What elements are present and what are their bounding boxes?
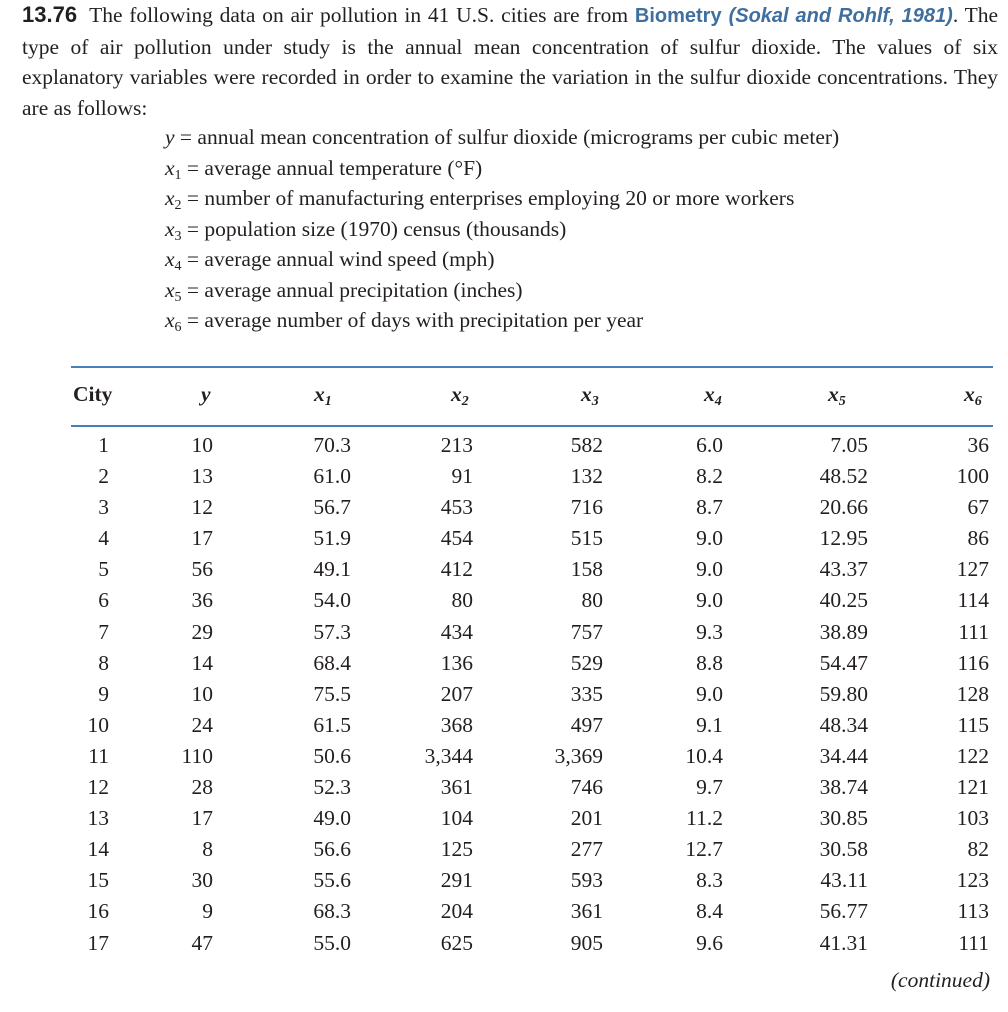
table-cell: 116 [957,650,989,675]
table-cell: 30.58 [819,837,868,862]
table-cell: 127 [956,557,989,582]
table-cell: 204 [440,899,473,924]
continued-note: (continued) [890,968,990,992]
header-city: City [73,382,113,406]
table-cell: 3 [98,495,109,520]
table-row [71,585,993,616]
table-cell: 122 [956,743,989,768]
table-body [71,430,993,959]
table-cell: 123 [956,868,989,893]
table-cell: 110 [181,743,213,768]
table-cell: 14 [87,837,109,862]
table-row [71,679,993,710]
table-cell: 11 [88,743,109,768]
table-cell: 15 [87,868,109,893]
table-cell: 368 [440,712,473,737]
table-cell: 49.0 [313,806,351,831]
table-cell: 7 [98,619,109,644]
header-x6: $x_6$ [964,382,982,409]
table-cell: 56.77 [819,899,868,924]
table-cell: 3,344 [424,743,473,768]
table-cell: 207 [440,681,473,706]
header-y: y [201,382,211,406]
table-cell: 80 [581,588,603,613]
table-row [71,741,993,772]
table-cell: 9.0 [696,681,723,706]
table-cell: 10 [191,681,213,706]
table-cell: 201 [570,806,603,831]
table-cell: 2 [98,464,109,489]
table-cell: 49.1 [313,557,351,582]
table-cell: 24 [191,712,213,737]
table-cell: 515 [570,526,603,551]
table-cell: 54.0 [313,588,351,613]
table-row [71,772,993,803]
header-x3: $x_3$ [581,382,599,409]
definition-x1: $x_1$ = average annual temperature (°F) [165,155,483,183]
table-cell: 13 [87,806,109,831]
header-x4: $x_4$ [704,382,722,409]
table-cell: 113 [957,899,989,924]
definition-y: y = annual mean concentration of sulfur dioxide (micrograms per cubic meter) [165,125,840,149]
header-x2: $x_2$ [451,382,469,409]
table-cell: 412 [440,557,473,582]
table-cell: 136 [440,650,473,675]
table-cell: 13 [191,464,213,489]
table-cell: 8.3 [696,868,723,893]
table-cell: 905 [570,930,603,955]
table-cell: 91 [451,464,473,489]
table-cell: 11.2 [686,806,723,831]
table-cell: 335 [570,681,603,706]
table-cell: 5 [98,557,109,582]
table-cell: 43.37 [819,557,868,582]
table-cell: 625 [440,930,473,955]
table-cell: 128 [956,681,989,706]
table-cell: 56.7 [313,495,351,520]
table-cell: 9.6 [696,930,723,955]
table-cell: 75.5 [313,681,351,706]
table-cell: 70.3 [313,433,351,457]
definition-x5: $x_5$ = average annual precipitation (inches) [165,277,523,305]
table-cell: 59.80 [819,681,868,706]
data-table [71,370,993,955]
table-cell: 8.8 [696,650,723,675]
table-row [71,492,993,523]
table-cell: 4 [98,526,109,551]
table-cell: 82 [967,837,989,862]
intro-text-start: The following data on air pollution in 41 U.S. cities are from [89,3,629,27]
table-cell: 8.2 [696,464,723,489]
table-cell: 121 [956,775,989,800]
table-cell: 593 [570,868,603,893]
table-cell: 55.6 [313,868,351,893]
table-cell: 9.0 [696,588,723,613]
table-cell: 454 [440,526,473,551]
table-row [71,461,993,492]
table-cell: 6.0 [696,433,723,457]
table-cell: 716 [570,495,603,520]
table-row [71,865,993,896]
table-cell: 30 [191,868,213,893]
table-cell: 38.89 [819,619,868,644]
table-cell: 30.85 [819,806,868,831]
table-cell: 6 [98,588,109,613]
table-cell: 34.44 [819,743,868,768]
table-row [71,928,993,959]
table-cell: 10 [191,433,213,457]
table-cell: 51.9 [313,526,351,551]
source-authors: (Sokal and Rohlf, 1981) [728,5,953,27]
table-cell: 9 [202,899,213,924]
table-cell: 10.4 [685,743,723,768]
table-cell: 7.05 [830,433,868,457]
table-cell: 57.3 [313,619,351,644]
table-cell: 50.6 [313,743,351,768]
table-cell: 9.1 [696,712,723,737]
table-cell: 9.7 [696,775,723,800]
table-cell: 52.3 [313,775,351,800]
table-cell: 132 [570,464,603,489]
table-cell: 361 [440,775,473,800]
table-cell: 582 [570,433,603,457]
header-x1: $x_1$ [314,382,332,409]
table-cell: 529 [570,650,603,675]
table-row [71,834,993,865]
table-cell: 111 [958,930,989,955]
table-cell: 10 [87,712,109,737]
table-cell: 40.25 [819,588,868,613]
table-cell: 17 [191,806,213,831]
definition-x6: $x_6$ = average number of days with precipitation per year [165,308,644,335]
table-cell: 56 [191,557,213,582]
table-cell: 361 [570,899,603,924]
table-cell: 67 [967,495,989,520]
table-cell: 61.5 [313,712,351,737]
table-header [71,370,993,428]
table-row [71,523,993,554]
table-cell: 28 [191,775,213,800]
table-cell: 56.6 [313,837,351,862]
problem-number: 13.76 [22,2,78,27]
table-cell: 12 [191,495,213,520]
table-cell: 48.34 [819,712,868,737]
table-cell: 3,369 [554,743,603,768]
definition-x4: $x_4$ = average annual wind speed (mph) [165,247,495,274]
table-cell: 8.4 [696,899,723,924]
table-cell: 80 [451,588,473,613]
table-cell: 43.11 [820,868,868,893]
table-cell: 12.7 [685,837,723,862]
table-cell: 158 [570,557,603,582]
table-row [71,803,993,834]
table-cell: 86 [967,526,989,551]
table-cell: 54.47 [819,650,868,675]
table-cell: 41.31 [819,930,868,955]
table-cell: 125 [440,837,473,862]
table-cell: 12.95 [819,526,868,551]
table-cell: 9.3 [696,619,723,644]
table-cell: 38.74 [819,775,868,800]
definition-x2: $x_2$ = number of manufacturing enterprises employing 20 or more workers [165,186,795,213]
variable-definitions [165,122,995,336]
table-cell: 8 [98,650,109,675]
table-row [71,617,993,648]
table-cell: 103 [956,806,989,831]
table-cell: 68.4 [313,650,351,675]
table-cell: 9.0 [696,557,723,582]
table-cell: 453 [440,495,473,520]
table-row [71,648,993,679]
table-cell: 55.0 [313,930,351,955]
table-cell: 114 [957,588,989,613]
table-cell: 213 [440,433,473,457]
table-cell: 36 [967,433,989,457]
table-cell: 12 [87,775,109,800]
table-row [71,710,993,741]
table-cell: 20.66 [819,495,868,520]
problem-statement [22,0,998,123]
table-cell: 115 [957,712,989,737]
table-cell: 14 [191,650,213,675]
table-cell: 277 [570,837,603,862]
table-cell: 17 [191,526,213,551]
table-cell: 17 [87,930,109,955]
table-cell: 746 [570,775,603,800]
table-cell: 9.0 [696,526,723,551]
source-title: Biometry [634,5,722,27]
table-cell: 104 [440,806,473,831]
table-cell: 291 [440,868,473,893]
intro-text-end: . The type of air pollution under study is the annual mean concentration of sulfur dioxide. The values of six explanatory variables were recorded in order to examine the variation in the sulfur dioxide concentrations. They are as follows: [22,3,998,120]
table-cell: 434 [440,619,473,644]
table-cell: 497 [570,712,603,737]
table-top-rule [71,366,993,368]
table-cell: 36 [191,588,213,613]
table-cell: 757 [570,619,603,644]
table-cell: 8.7 [696,495,723,520]
table-cell: 100 [956,464,989,489]
table-cell: 16 [87,899,109,924]
table-cell: 48.52 [819,464,868,489]
table-cell: 68.3 [313,899,351,924]
table-row [71,896,993,927]
table-cell: 47 [191,930,213,955]
header-x5: $x_5$ [828,382,846,409]
table-cell: 9 [98,681,109,706]
table-row [71,430,993,461]
table-cell: 29 [191,619,213,644]
table-cell: 61.0 [313,464,351,489]
definition-x3: $x_3$ = population size (1970) census (thousands) [165,216,567,244]
table-cell: 8 [202,837,213,862]
table-cell: 1 [98,433,109,457]
table-row [71,554,993,585]
table-cell: 111 [958,619,989,644]
source-citation [635,5,953,27]
